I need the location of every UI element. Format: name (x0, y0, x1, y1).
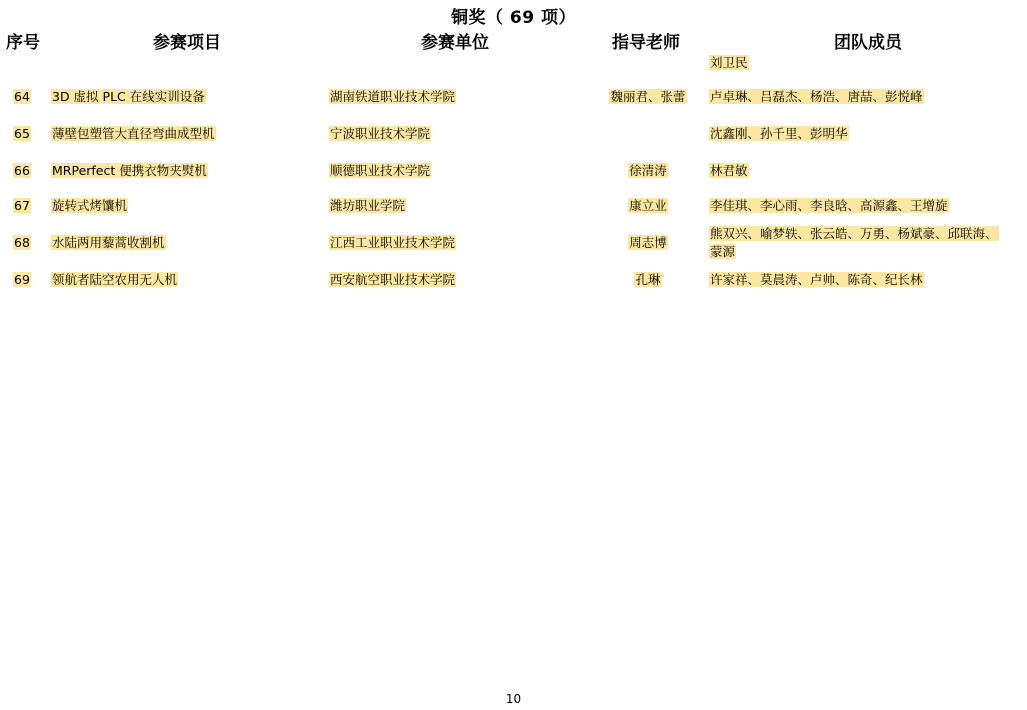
row-project (51, 88, 206, 105)
row-project-text: 薄壁包塑管大直径弯曲成型机 (52, 126, 215, 141)
row-project (51, 125, 216, 142)
row-unit-text: 西安航空职业技术学院 (330, 272, 456, 287)
row-project-text: 水陆两用藜蒿收割机 (52, 235, 165, 250)
row-unit (329, 125, 431, 142)
row-members-text: 沈鑫刚、孙千里、彭明华 (710, 126, 848, 141)
row-members-text: 熊双兴、喻梦轶、张云皓、万勇、杨斌豪、邱联海、 (710, 226, 998, 241)
row-advisor (598, 271, 698, 288)
carryover-members (709, 54, 749, 71)
row-members-text: 许家祥、莫晨涛、卢帅、陈奇、纪长林 (710, 272, 923, 287)
row-project-text: 领航者陆空农用无人机 (52, 272, 178, 287)
header-index: 序号 (6, 33, 40, 53)
row-advisor-text: 孔琳 (635, 272, 661, 287)
row-unit-text: 顺德职业技术学院 (330, 163, 431, 178)
row-members-text: 林君敏 (710, 163, 748, 178)
row-index (8, 88, 36, 105)
row-index-text: 65 (14, 126, 30, 141)
row-unit (329, 162, 431, 179)
row-index (8, 271, 36, 288)
row-unit-text: 湖南铁道职业技术学院 (330, 89, 456, 104)
row-advisor-text: 魏丽君、张蕾 (610, 89, 686, 104)
row-members-text: 李佳琪、李心雨、李良晗、高源鑫、王增旋 (710, 198, 948, 213)
row-unit-text: 江西工业职业技术学院 (330, 235, 456, 250)
row-unit (329, 271, 456, 288)
row-members (709, 88, 924, 105)
row-unit (329, 88, 456, 105)
row-index (8, 162, 36, 179)
row-advisor (598, 88, 698, 105)
row-index-text: 66 (14, 163, 30, 178)
row-advisor-text: 周志博 (629, 235, 667, 250)
section-title: 铜奖（ 69 项） (451, 8, 576, 28)
row-project-text: 3D 虚拟 PLC 在线实训设备 (52, 89, 205, 104)
row-project-text: 旋转式烤馕机 (52, 198, 128, 213)
page-number: 10 (505, 692, 522, 706)
row-members (709, 271, 924, 288)
row-index (8, 234, 36, 251)
carryover-members-text: 刘卫民 (710, 55, 748, 70)
row-members-continued-text: 蒙源 (710, 244, 736, 259)
row-members (709, 225, 999, 242)
row-advisor (598, 162, 698, 179)
row-project (51, 197, 128, 214)
header-project: 参赛项目 (153, 33, 221, 53)
row-members-text: 卢卓琳、吕磊杰、杨浩、唐喆、彭悦峰 (710, 89, 923, 104)
row-unit-text: 宁波职业技术学院 (330, 126, 431, 141)
row-index-text: 69 (14, 272, 30, 287)
row-members (709, 125, 849, 142)
row-project (51, 234, 166, 251)
row-unit-text: 潍坊职业学院 (330, 198, 406, 213)
header-members: 团队成员 (834, 33, 902, 53)
row-project (51, 162, 208, 179)
row-index (8, 125, 36, 142)
row-project-text: MRPerfect 便携衣物夹熨机 (52, 163, 207, 178)
header-advisor: 指导老师 (612, 33, 680, 53)
row-members-continued (709, 243, 736, 260)
row-index-text: 68 (14, 235, 30, 250)
row-advisor (598, 234, 698, 251)
row-members (709, 162, 749, 179)
row-unit (329, 197, 406, 214)
row-advisor-text: 康立业 (629, 198, 667, 213)
row-index-text: 64 (14, 89, 30, 104)
row-index (8, 197, 36, 214)
row-unit (329, 234, 456, 251)
row-index-text: 67 (14, 198, 30, 213)
row-advisor (598, 197, 698, 214)
header-unit: 参赛单位 (421, 33, 489, 53)
row-project (51, 271, 178, 288)
row-advisor-text: 徐清涛 (629, 163, 667, 178)
row-members (709, 197, 949, 214)
